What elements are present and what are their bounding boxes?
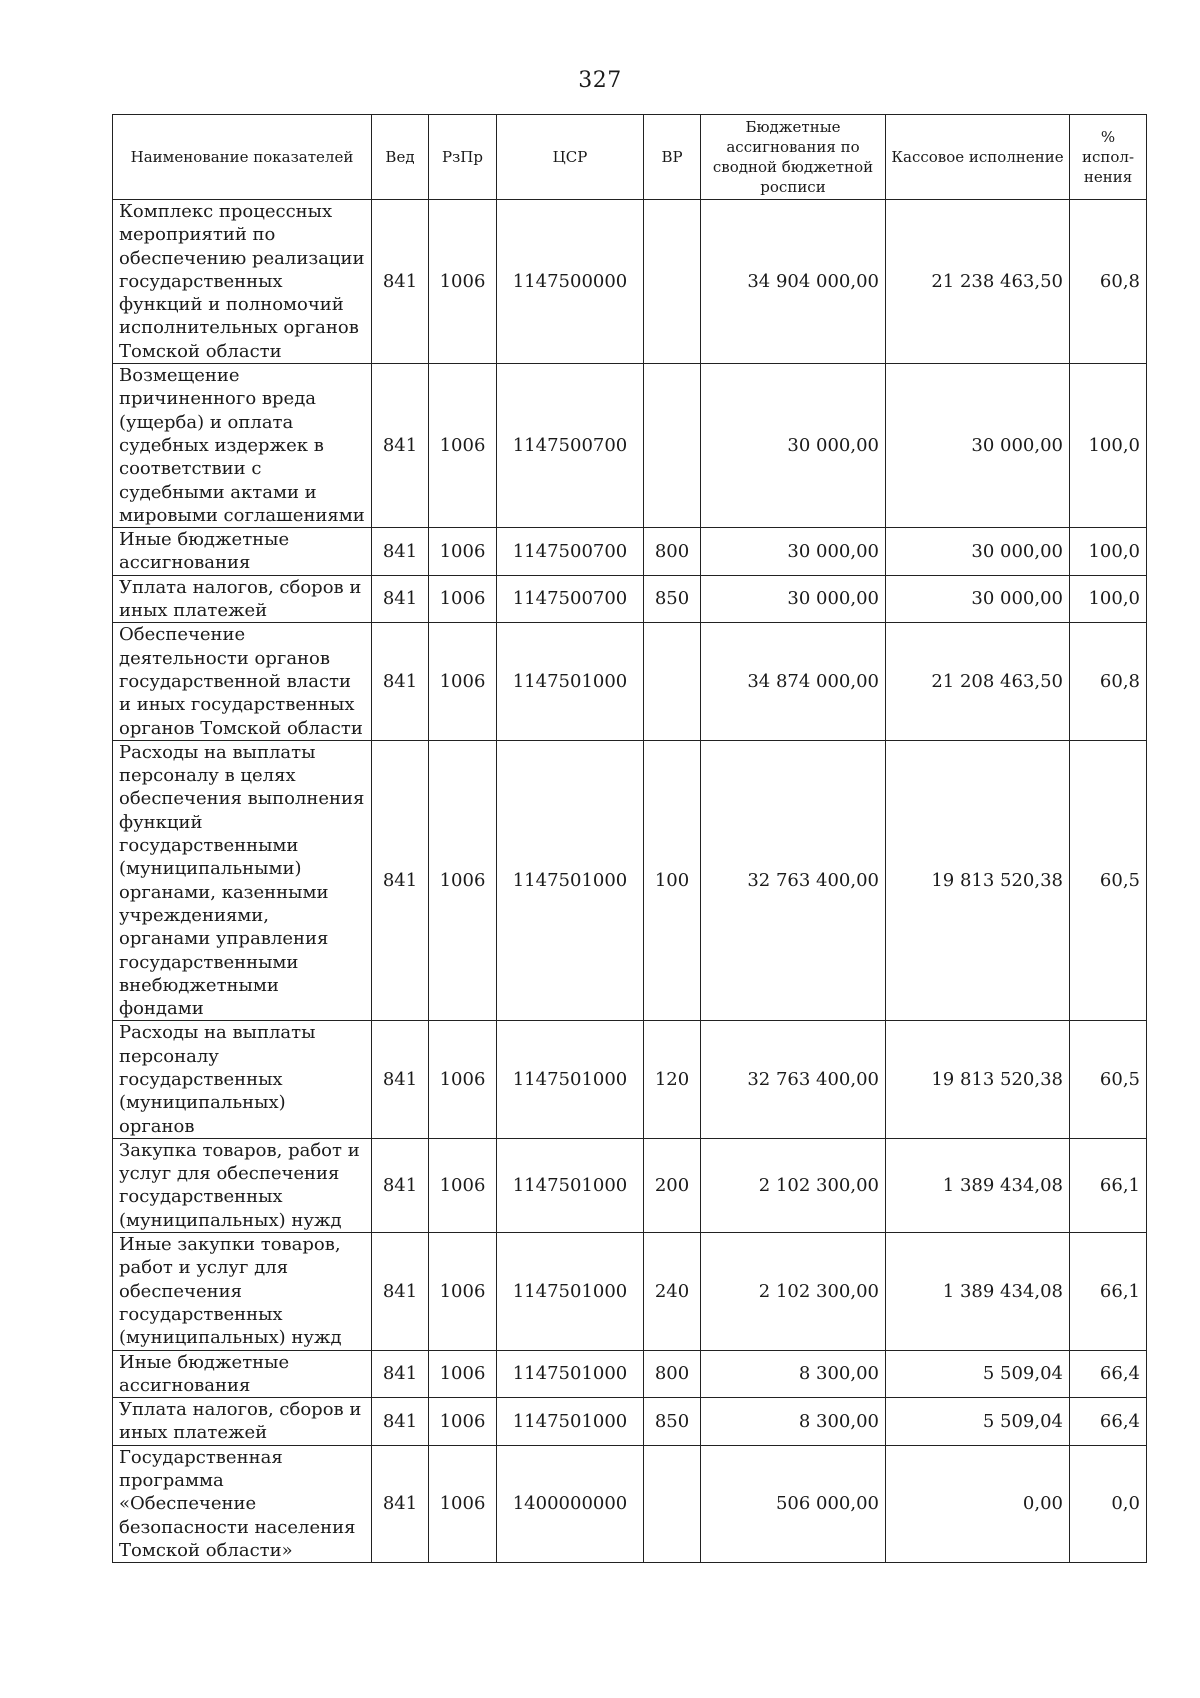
- row-budget: 2 102 300,00: [701, 1138, 886, 1232]
- row-ved: 841: [372, 200, 429, 364]
- table-row: [113, 1398, 1147, 1446]
- row-ved: 841: [372, 1138, 429, 1232]
- row-budget: 34 904 000,00: [701, 200, 886, 364]
- row-percent: 60,5: [1070, 1021, 1147, 1138]
- row-ved: 841: [372, 1398, 429, 1446]
- row-vr: 850: [644, 1398, 701, 1446]
- row-ved: 841: [372, 575, 429, 623]
- row-name: Государственная программа «Обеспечение безопасности населения Томской области»: [113, 1445, 372, 1562]
- header-percent: % испол-нения: [1070, 115, 1147, 200]
- table-row: [113, 740, 1147, 1021]
- row-name: Закупка товаров, работ и услуг для обеспечения государственных (муниципальных) нужд: [113, 1138, 372, 1232]
- row-cash: 5 509,04: [886, 1398, 1070, 1446]
- row-vr: [644, 200, 701, 364]
- row-percent: 60,5: [1070, 740, 1147, 1021]
- row-vr: 850: [644, 575, 701, 623]
- row-rzpr: 1006: [429, 1445, 497, 1562]
- row-ved: 841: [372, 528, 429, 576]
- row-cash: 30 000,00: [886, 528, 1070, 576]
- table-row: [113, 623, 1147, 740]
- row-percent: 66,1: [1070, 1233, 1147, 1350]
- row-cash: 21 208 463,50: [886, 623, 1070, 740]
- row-budget: 34 874 000,00: [701, 623, 886, 740]
- header-budget: Бюджетные ассигнования по сводной бюджетной росписи: [701, 115, 886, 200]
- row-csr: 1400000000: [497, 1445, 644, 1562]
- row-rzpr: 1006: [429, 1138, 497, 1232]
- row-percent: 100,0: [1070, 364, 1147, 528]
- row-rzpr: 1006: [429, 623, 497, 740]
- row-ved: 841: [372, 1021, 429, 1138]
- row-name: Возмещение причиненного вреда (ущерба) и оплата судебных издержек в соответствии с судебными актами и мировыми соглашениями: [113, 364, 372, 528]
- row-percent: 0,0: [1070, 1445, 1147, 1562]
- row-csr: 1147500700: [497, 364, 644, 528]
- row-csr: 1147501000: [497, 1398, 644, 1446]
- row-vr: [644, 623, 701, 740]
- header-name: Наименование показателей: [113, 115, 372, 200]
- row-csr: 1147501000: [497, 1021, 644, 1138]
- row-vr: 240: [644, 1233, 701, 1350]
- row-budget: 32 763 400,00: [701, 740, 886, 1021]
- row-rzpr: 1006: [429, 1350, 497, 1398]
- row-budget: 30 000,00: [701, 575, 886, 623]
- row-name: Уплата налогов, сборов и иных платежей: [113, 575, 372, 623]
- row-budget: 506 000,00: [701, 1445, 886, 1562]
- row-vr: [644, 1445, 701, 1562]
- row-rzpr: 1006: [429, 200, 497, 364]
- row-budget: 8 300,00: [701, 1350, 886, 1398]
- row-name: Расходы на выплаты персоналу в целях обеспечения выполнения функций государственными (муниципальными) органами, казенными учреждениями, органами управления государственными внебюджетными фондами: [113, 740, 372, 1021]
- row-csr: 1147500000: [497, 200, 644, 364]
- budget-table: [112, 114, 1147, 1563]
- page-number: 327: [578, 68, 622, 93]
- row-csr: 1147500700: [497, 575, 644, 623]
- table-row: [113, 1021, 1147, 1138]
- row-csr: 1147501000: [497, 1350, 644, 1398]
- row-csr: 1147501000: [497, 1138, 644, 1232]
- row-ved: 841: [372, 623, 429, 740]
- row-percent: 100,0: [1070, 528, 1147, 576]
- row-ved: 841: [372, 740, 429, 1021]
- row-ved: 841: [372, 364, 429, 528]
- row-budget: 30 000,00: [701, 528, 886, 576]
- row-rzpr: 1006: [429, 1398, 497, 1446]
- row-ved: 841: [372, 1350, 429, 1398]
- row-percent: 60,8: [1070, 200, 1147, 364]
- table-row: [113, 1445, 1147, 1562]
- row-budget: 30 000,00: [701, 364, 886, 528]
- row-cash: 1 389 434,08: [886, 1233, 1070, 1350]
- row-cash: 30 000,00: [886, 575, 1070, 623]
- row-cash: 19 813 520,38: [886, 1021, 1070, 1138]
- row-name: Иные закупки товаров, работ и услуг для обеспечения государственных (муниципальных) нужд: [113, 1233, 372, 1350]
- row-name: Комплекс процессных мероприятий по обеспечению реализации государственных функций и полномочий исполнительных органов Томской области: [113, 200, 372, 364]
- row-ved: 841: [372, 1233, 429, 1350]
- row-rzpr: 1006: [429, 364, 497, 528]
- row-name: Обеспечение деятельности органов государственной власти и иных государственных органов Томской области: [113, 623, 372, 740]
- row-vr: 800: [644, 1350, 701, 1398]
- row-cash: 21 238 463,50: [886, 200, 1070, 364]
- row-vr: 120: [644, 1021, 701, 1138]
- row-cash: 5 509,04: [886, 1350, 1070, 1398]
- row-vr: 200: [644, 1138, 701, 1232]
- row-budget: 32 763 400,00: [701, 1021, 886, 1138]
- row-cash: 0,00: [886, 1445, 1070, 1562]
- row-name: Иные бюджетные ассигнования: [113, 528, 372, 576]
- table-row: [113, 200, 1147, 364]
- row-cash: 30 000,00: [886, 364, 1070, 528]
- row-csr: 1147500700: [497, 528, 644, 576]
- row-ved: 841: [372, 1445, 429, 1562]
- row-percent: 100,0: [1070, 575, 1147, 623]
- table-row: [113, 575, 1147, 623]
- row-percent: 66,1: [1070, 1138, 1147, 1232]
- row-vr: 800: [644, 528, 701, 576]
- row-csr: 1147501000: [497, 1233, 644, 1350]
- table-row: [113, 1138, 1147, 1232]
- table-row: [113, 1350, 1147, 1398]
- header-ved: Вед: [372, 115, 429, 200]
- table-row: [113, 528, 1147, 576]
- row-rzpr: 1006: [429, 740, 497, 1021]
- row-name: Расходы на выплаты персоналу государственных (муниципальных) органов: [113, 1021, 372, 1138]
- row-percent: 66,4: [1070, 1350, 1147, 1398]
- row-vr: 100: [644, 740, 701, 1021]
- row-cash: 1 389 434,08: [886, 1138, 1070, 1232]
- header-row: [113, 115, 1147, 200]
- table-row: [113, 1233, 1147, 1350]
- header-rzpr: РзПр: [429, 115, 497, 200]
- row-name: Уплата налогов, сборов и иных платежей: [113, 1398, 372, 1446]
- row-csr: 1147501000: [497, 623, 644, 740]
- row-rzpr: 1006: [429, 1021, 497, 1138]
- header-cash: Кассовое исполнение: [886, 115, 1070, 200]
- row-name: Иные бюджетные ассигнования: [113, 1350, 372, 1398]
- row-percent: 60,8: [1070, 623, 1147, 740]
- row-vr: [644, 364, 701, 528]
- row-percent: 66,4: [1070, 1398, 1147, 1446]
- row-rzpr: 1006: [429, 528, 497, 576]
- row-cash: 19 813 520,38: [886, 740, 1070, 1021]
- table-row: [113, 364, 1147, 528]
- row-rzpr: 1006: [429, 575, 497, 623]
- header-csr: ЦСР: [497, 115, 644, 200]
- row-budget: 2 102 300,00: [701, 1233, 886, 1350]
- row-budget: 8 300,00: [701, 1398, 886, 1446]
- row-rzpr: 1006: [429, 1233, 497, 1350]
- row-csr: 1147501000: [497, 740, 644, 1021]
- header-vr: ВР: [644, 115, 701, 200]
